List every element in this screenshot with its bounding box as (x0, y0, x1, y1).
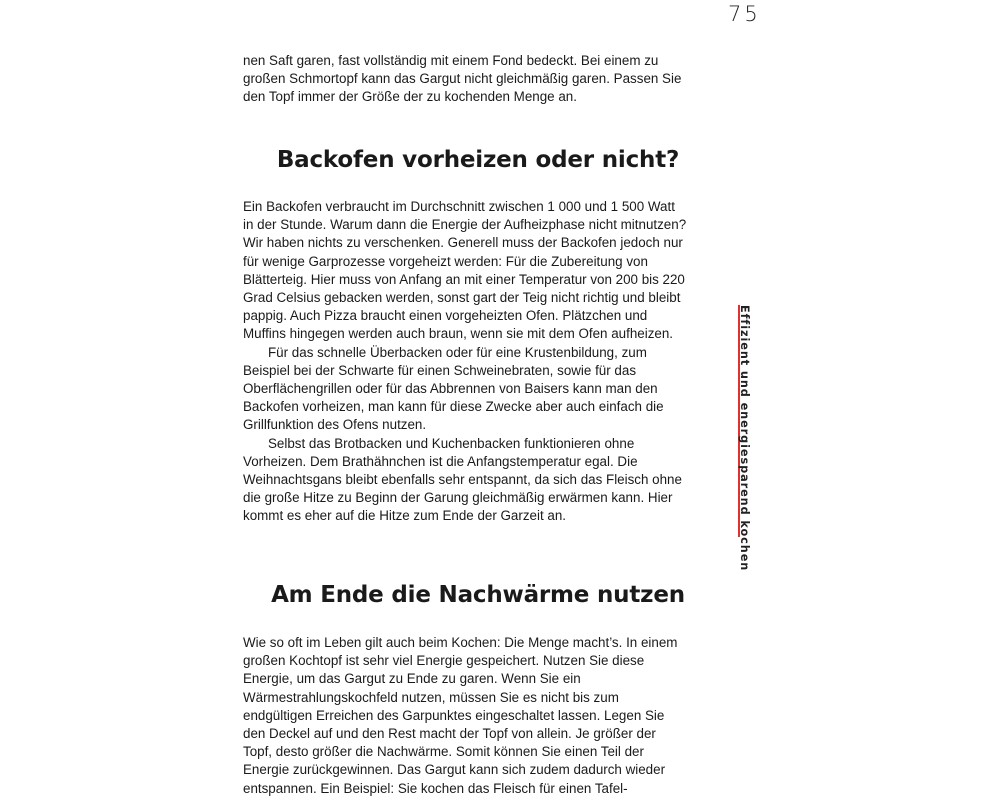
intro-text (243, 52, 688, 107)
section-heading-nachwaerme: Am Ende die Nachwärme nutzen (271, 582, 685, 608)
intro-paragraph: nen Saft garen, fast vollständig mit einem Fond bedeckt. Bei einem zu großen Schmortopf kann das Gargut nicht gleichmäßig garen. Passen Sie den Topf immer der Größe der zu kochenden Menge an. (243, 53, 682, 105)
section-body-backofen (243, 198, 688, 526)
section-body-nachwaerme (243, 634, 688, 798)
paragraph: Für das schnelle Überbacken oder für eine Krustenbildung, zum Beispiel bei der Schwarte für einen Schweinebraten, sowie für das Oberflächengrillen oder für das Abbrennen von Baisers kann man den Backofen vorheizen, man kann für diese Zwecke aber auch einfach die Grillfunktion des Ofens nutzen. (243, 344, 664, 433)
paragraph: Selbst das Brotbacken und Kuchenbacken funktionieren ohne Vorheizen. Dem Brathähnchen ist die Anfangstemperatur egal. Die Weihnachtsgans bleibt ebenfalls sehr entspannt, da sich das Fleisch ohne die große Hitze zu Beginn der Garung gleichmäßig erwärmen kann. Hier kommt es eher auf die Hitze zum Ende der Garzeit an. (243, 435, 682, 524)
paragraph: Ein Backofen verbraucht im Durchschnitt zwischen 1 000 und 1 500 Watt in der Stunde. Warum dann die Energie der Aufheizphase nicht mitnutzen? Wir haben nichts zu verschenken. Generell muss der Backofen jedoch nur für wenige Garprozesse vorgeheizt werden: Für die Zubereitung von Blätterteig. Hier muss von Anfang an mit einer Temperatur von 200 bis 220 Grad Celsius gebacken werden, sonst gart der Teig nicht richtig und bleibt pappig. Auch Pizza braucht einen vorgeheizten Ofen. Plätzchen und Muffins hingegen werden auch braun, wenn sie mit dem Ofen aufheizen. (243, 199, 687, 342)
paragraph: Wie so oft im Leben gilt auch beim Kochen: Die Menge macht’s. In einem großen Kochtopf ist sehr viel Energie gespeichert. Nutzen Sie diese Energie, um das Gargut zu Ende zu garen. Wenn Sie ein Wärmestrahlungskochfeld nutzen, müssen Sie es nicht bis zum endgültigen Erreichen des Garpunktes eingeschaltet lassen. Legen Sie den Deckel auf und den Rest macht der Topf von allein. Je größer der Topf, desto größer die Nachwärme. Somit können Sie einen Teil der Energie zurückgewinnen. Das Gargut kann sich zudem dadurch wieder entspannen. Ein Beispiel: Sie kochen das Fleisch für einen Tafel- (243, 635, 678, 796)
side-running-title-text: Effizient und energiesparend kochen (738, 305, 751, 572)
page-number: 75 (728, 2, 761, 26)
section-heading-backofen: Backofen vorheizen oder nicht? (276, 147, 680, 173)
side-running-title (738, 305, 761, 572)
